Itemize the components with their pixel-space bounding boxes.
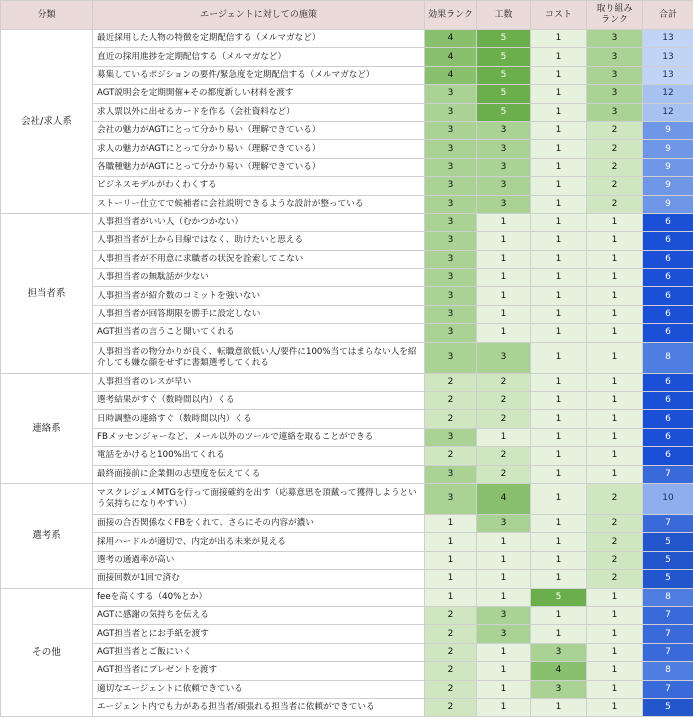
policy-cell: 採用ハードルが適切で、内定が出る未来が見える — [93, 533, 425, 551]
effect-rank-cell: 3 — [425, 85, 477, 103]
cost-cell: 1 — [531, 428, 587, 446]
effort-cell: 1 — [477, 570, 531, 588]
policy-cell: 選考結果がすぐ（数時間以内）くる — [93, 392, 425, 410]
effect-rank-cell: 4 — [425, 66, 477, 84]
initiative-rank-cell: 1 — [587, 373, 643, 391]
effect-rank-cell: 3 — [425, 250, 477, 268]
total-cell: 8 — [643, 342, 693, 373]
cost-cell: 1 — [531, 250, 587, 268]
effect-rank-cell: 1 — [425, 514, 477, 532]
policy-cell: AGT担当者とにお手紙を渡す — [93, 625, 425, 643]
cost-cell: 3 — [531, 643, 587, 661]
policy-cell: AGT説明会を定期開催+その都度新しい材料を渡す — [93, 85, 425, 103]
table-row — [1, 250, 693, 268]
effect-rank-cell: 3 — [425, 483, 477, 514]
effort-cell: 3 — [477, 158, 531, 176]
cost-cell: 5 — [531, 588, 587, 606]
total-cell: 9 — [643, 140, 693, 158]
category-cell: 連絡系 — [1, 373, 93, 483]
effect-rank-cell: 3 — [425, 140, 477, 158]
effect-rank-cell: 3 — [425, 121, 477, 139]
table-row — [1, 287, 693, 305]
table-row — [1, 213, 693, 231]
initiative-rank-cell: 1 — [587, 447, 643, 465]
initiative-rank-cell: 1 — [587, 588, 643, 606]
effort-cell: 2 — [477, 447, 531, 465]
policy-cell: AGT担当者にプレゼントを渡す — [93, 662, 425, 680]
initiative-rank-cell: 1 — [587, 213, 643, 231]
total-cell: 5 — [643, 533, 693, 551]
cost-cell: 1 — [531, 447, 587, 465]
initiative-rank-cell: 2 — [587, 514, 643, 532]
total-cell: 6 — [643, 250, 693, 268]
initiative-rank-cell: 1 — [587, 410, 643, 428]
total-cell: 5 — [643, 698, 693, 716]
table-row — [1, 269, 693, 287]
initiative-rank-cell: 2 — [587, 121, 643, 139]
initiative-rank-cell: 3 — [587, 48, 643, 66]
total-cell: 5 — [643, 570, 693, 588]
policy-cell: 求人の魅力がAGTにとって分かり易い（理解できている） — [93, 140, 425, 158]
cost-cell: 3 — [531, 680, 587, 698]
cost-cell: 1 — [531, 698, 587, 716]
effort-cell: 1 — [477, 232, 531, 250]
initiative-rank-cell: 1 — [587, 232, 643, 250]
policy-cell: 各職種魅力がAGTにとって分かり易い（理解できている） — [93, 158, 425, 176]
policy-cell: エージェント内でも力がある担当者/頑張れる担当者に依頼ができている — [93, 698, 425, 716]
table-row — [1, 698, 693, 716]
cost-cell: 1 — [531, 48, 587, 66]
effect-rank-cell: 3 — [425, 465, 477, 483]
total-cell: 8 — [643, 588, 693, 606]
effect-rank-cell: 2 — [425, 625, 477, 643]
effort-cell: 1 — [477, 428, 531, 446]
table-row — [1, 588, 693, 606]
table-row — [1, 514, 693, 532]
policy-cell: 会社の魅力がAGTにとって分かり易い（理解できている） — [93, 121, 425, 139]
effect-rank-cell: 3 — [425, 269, 477, 287]
effort-cell: 5 — [477, 103, 531, 121]
initiative-rank-cell: 3 — [587, 66, 643, 84]
total-cell: 6 — [643, 269, 693, 287]
total-cell: 7 — [643, 465, 693, 483]
cost-cell: 1 — [531, 213, 587, 231]
policy-cell: 面接の合否関係なくFBをくれて、さらにその内容が濃い — [93, 514, 425, 532]
table-row — [1, 428, 693, 446]
initiative-rank-cell: 3 — [587, 103, 643, 121]
table-row — [1, 373, 693, 391]
table-row — [1, 103, 693, 121]
initiative-rank-cell: 1 — [587, 465, 643, 483]
effort-cell: 2 — [477, 373, 531, 391]
effect-rank-cell: 3 — [425, 305, 477, 323]
cost-cell: 1 — [531, 103, 587, 121]
cost-cell: 1 — [531, 324, 587, 342]
table-row — [1, 606, 693, 624]
table-row — [1, 447, 693, 465]
initiative-rank-cell: 1 — [587, 428, 643, 446]
header-total: 合計 — [643, 1, 693, 30]
effect-rank-cell: 1 — [425, 533, 477, 551]
effort-cell: 5 — [477, 30, 531, 48]
effort-cell: 3 — [477, 195, 531, 213]
table-row — [1, 533, 693, 551]
table-row — [1, 48, 693, 66]
cost-cell: 1 — [531, 305, 587, 323]
total-cell: 8 — [643, 662, 693, 680]
initiative-rank-cell: 1 — [587, 269, 643, 287]
effort-cell: 1 — [477, 643, 531, 661]
cost-cell: 4 — [531, 662, 587, 680]
table-row — [1, 465, 693, 483]
table-row — [1, 625, 693, 643]
header-effort: 工数 — [477, 1, 531, 30]
policy-cell: 人事担当者がいい人（むかつかない） — [93, 213, 425, 231]
header-initiative-rank: 取り組み ランク — [587, 1, 643, 30]
policy-cell: AGT担当者の言うこと聞いてくれる — [93, 324, 425, 342]
total-cell: 6 — [643, 447, 693, 465]
total-cell: 6 — [643, 410, 693, 428]
cost-cell: 1 — [531, 465, 587, 483]
table-row — [1, 570, 693, 588]
total-cell: 13 — [643, 30, 693, 48]
effort-cell: 1 — [477, 213, 531, 231]
table-row — [1, 158, 693, 176]
initiative-rank-cell: 2 — [587, 483, 643, 514]
category-cell: 会社/求人系 — [1, 30, 93, 214]
initiative-rank-cell: 1 — [587, 606, 643, 624]
table-row — [1, 662, 693, 680]
table-row — [1, 30, 693, 48]
policy-cell: 面接回数が1回で済む — [93, 570, 425, 588]
cost-cell: 1 — [531, 410, 587, 428]
initiative-rank-cell: 1 — [587, 680, 643, 698]
effect-rank-cell: 1 — [425, 588, 477, 606]
cost-cell: 1 — [531, 140, 587, 158]
policy-cell: 募集しているポジションの要件/緊急度を定期配信する（メルマガなど） — [93, 66, 425, 84]
effort-cell: 3 — [477, 606, 531, 624]
policy-cell: 選考の通過率が高い — [93, 551, 425, 569]
effect-rank-cell: 2 — [425, 410, 477, 428]
initiative-rank-cell: 1 — [587, 250, 643, 268]
initiative-rank-cell: 2 — [587, 551, 643, 569]
total-cell: 6 — [643, 373, 693, 391]
cost-cell: 1 — [531, 287, 587, 305]
effort-cell: 1 — [477, 662, 531, 680]
total-cell: 9 — [643, 158, 693, 176]
policy-cell: マスクレジュメMTGを行って面接確約を出す（応募意思を頂戴って獲得しようという気持ちになりやすい） — [93, 483, 425, 514]
header-cost: コスト — [531, 1, 587, 30]
cost-cell: 1 — [531, 514, 587, 532]
effort-cell: 1 — [477, 269, 531, 287]
total-cell: 13 — [643, 48, 693, 66]
table-row — [1, 195, 693, 213]
initiative-rank-cell: 1 — [587, 625, 643, 643]
effort-cell: 1 — [477, 680, 531, 698]
initiative-rank-cell: 1 — [587, 287, 643, 305]
cost-cell: 1 — [531, 66, 587, 84]
table-row — [1, 177, 693, 195]
total-cell: 6 — [643, 324, 693, 342]
policy-cell: 日時調整の連絡すぐ（数時間以内）くる — [93, 410, 425, 428]
effect-rank-cell: 2 — [425, 373, 477, 391]
policy-cell: 直近の採用進捗を定期配信する（メルマガなど） — [93, 48, 425, 66]
table-row — [1, 342, 693, 373]
table-row — [1, 140, 693, 158]
table-row — [1, 643, 693, 661]
cost-cell: 1 — [531, 85, 587, 103]
effort-cell: 1 — [477, 324, 531, 342]
cost-cell: 1 — [531, 232, 587, 250]
policy-cell: 人事担当者の無駄話が少ない — [93, 269, 425, 287]
total-cell: 6 — [643, 287, 693, 305]
effect-rank-cell: 3 — [425, 324, 477, 342]
total-cell: 10 — [643, 483, 693, 514]
cost-cell: 1 — [531, 342, 587, 373]
effect-rank-cell: 3 — [425, 428, 477, 446]
effect-rank-cell: 2 — [425, 680, 477, 698]
table-body — [1, 30, 693, 717]
cost-cell: 1 — [531, 177, 587, 195]
effect-rank-cell: 3 — [425, 195, 477, 213]
policy-cell: 人事担当者の物分かりが良く、転職意欲低い人/要件に100%当てはまらない人を紹介しても嫌な顔をせずに書類選考してくれる — [93, 342, 425, 373]
total-cell: 7 — [643, 625, 693, 643]
total-cell: 7 — [643, 606, 693, 624]
policy-cell: 最近採用した人物の特徴を定期配信する（メルマガなど） — [93, 30, 425, 48]
policy-cell: ストーリー仕立てで候補者に会社説明できるような設計が整っている — [93, 195, 425, 213]
effect-rank-cell: 3 — [425, 177, 477, 195]
cost-cell: 1 — [531, 30, 587, 48]
initiative-rank-cell: 1 — [587, 324, 643, 342]
effort-cell: 5 — [477, 66, 531, 84]
table-row — [1, 85, 693, 103]
effort-cell: 5 — [477, 48, 531, 66]
table-row — [1, 680, 693, 698]
effect-rank-cell: 2 — [425, 392, 477, 410]
table-row — [1, 483, 693, 514]
header-row — [1, 1, 693, 30]
policy-cell: 電話をかけると100%出てくれる — [93, 447, 425, 465]
initiative-rank-cell: 1 — [587, 662, 643, 680]
total-cell: 7 — [643, 680, 693, 698]
initiative-rank-cell: 2 — [587, 195, 643, 213]
cost-cell: 1 — [531, 195, 587, 213]
table-row — [1, 66, 693, 84]
effect-rank-cell: 2 — [425, 447, 477, 465]
cost-cell: 1 — [531, 551, 587, 569]
effort-cell: 2 — [477, 392, 531, 410]
cost-cell: 1 — [531, 121, 587, 139]
category-cell: 選考系 — [1, 483, 93, 588]
initiative-rank-cell: 2 — [587, 140, 643, 158]
effort-cell: 3 — [477, 625, 531, 643]
initiative-rank-cell: 2 — [587, 177, 643, 195]
total-cell: 12 — [643, 85, 693, 103]
policy-cell: AGTに感謝の気持ちを伝える — [93, 606, 425, 624]
effort-cell: 3 — [477, 342, 531, 373]
table-row — [1, 324, 693, 342]
effort-cell: 4 — [477, 483, 531, 514]
cost-cell: 1 — [531, 570, 587, 588]
effect-rank-cell: 4 — [425, 48, 477, 66]
effect-rank-cell: 3 — [425, 103, 477, 121]
effect-rank-cell: 1 — [425, 570, 477, 588]
policy-cell: 人事担当者が不用意に求職者の状況を詮索してこない — [93, 250, 425, 268]
cost-cell: 1 — [531, 533, 587, 551]
table-row — [1, 392, 693, 410]
effort-cell: 1 — [477, 305, 531, 323]
effort-cell: 1 — [477, 533, 531, 551]
cost-cell: 1 — [531, 269, 587, 287]
total-cell: 9 — [643, 121, 693, 139]
policy-cell: 適切なエージェントに依頼できている — [93, 680, 425, 698]
category-cell: その他 — [1, 588, 93, 717]
total-cell: 6 — [643, 213, 693, 231]
initiative-rank-cell: 1 — [587, 342, 643, 373]
initiative-rank-cell: 2 — [587, 570, 643, 588]
policy-cell: 求人票以外に出せるカードを作る（会社資料など） — [93, 103, 425, 121]
effect-rank-cell: 2 — [425, 662, 477, 680]
effect-rank-cell: 2 — [425, 698, 477, 716]
initiative-rank-cell: 1 — [587, 698, 643, 716]
effort-cell: 1 — [477, 250, 531, 268]
policy-cell: 最終面接前に企業側の志望度を伝えてくる — [93, 465, 425, 483]
table-row — [1, 121, 693, 139]
effort-cell: 1 — [477, 698, 531, 716]
policy-cell: 人事担当者が回答期限を勝手に設定しない — [93, 305, 425, 323]
effect-rank-cell: 3 — [425, 287, 477, 305]
initiative-rank-cell: 1 — [587, 305, 643, 323]
header-effect-rank: 効果ランク — [425, 1, 477, 30]
table-row — [1, 551, 693, 569]
effort-cell: 3 — [477, 514, 531, 532]
table-row — [1, 232, 693, 250]
total-cell: 9 — [643, 177, 693, 195]
cost-cell: 1 — [531, 483, 587, 514]
effort-cell: 2 — [477, 410, 531, 428]
cost-cell: 1 — [531, 158, 587, 176]
total-cell: 5 — [643, 551, 693, 569]
cost-cell: 1 — [531, 373, 587, 391]
effort-cell: 3 — [477, 140, 531, 158]
initiative-rank-cell: 1 — [587, 643, 643, 661]
policy-cell: ビジネスモデルがわくわくする — [93, 177, 425, 195]
policy-cell: AGT担当者とご飯にいく — [93, 643, 425, 661]
effect-rank-cell: 3 — [425, 342, 477, 373]
total-cell: 7 — [643, 643, 693, 661]
table-row — [1, 305, 693, 323]
cost-cell: 1 — [531, 606, 587, 624]
policy-cell: 人事担当者が紹介数のコミットを強いない — [93, 287, 425, 305]
total-cell: 13 — [643, 66, 693, 84]
effort-cell: 5 — [477, 85, 531, 103]
header-category: 分類 — [1, 1, 93, 30]
cost-cell: 1 — [531, 625, 587, 643]
effort-cell: 1 — [477, 551, 531, 569]
policy-cell: 人事担当者が上から目線ではなく、助けたいと思える — [93, 232, 425, 250]
total-cell: 9 — [643, 195, 693, 213]
effort-cell: 1 — [477, 287, 531, 305]
effect-rank-cell: 3 — [425, 232, 477, 250]
effect-rank-cell: 2 — [425, 606, 477, 624]
cost-cell: 1 — [531, 392, 587, 410]
effect-rank-cell: 2 — [425, 643, 477, 661]
total-cell: 6 — [643, 305, 693, 323]
total-cell: 6 — [643, 428, 693, 446]
effect-rank-cell: 1 — [425, 551, 477, 569]
effect-rank-cell: 3 — [425, 158, 477, 176]
initiative-rank-cell: 2 — [587, 533, 643, 551]
total-cell: 6 — [643, 392, 693, 410]
initiative-rank-cell: 2 — [587, 158, 643, 176]
header-policy: エージェントに対しての施策 — [93, 1, 425, 30]
effort-cell: 3 — [477, 177, 531, 195]
effort-cell: 3 — [477, 121, 531, 139]
effect-rank-cell: 3 — [425, 213, 477, 231]
table-row — [1, 410, 693, 428]
category-cell: 担当者系 — [1, 213, 93, 373]
initiative-rank-cell: 3 — [587, 30, 643, 48]
total-cell: 12 — [643, 103, 693, 121]
policy-cell: feeを高くする（40%とか） — [93, 588, 425, 606]
effort-cell: 2 — [477, 465, 531, 483]
effort-cell: 1 — [477, 588, 531, 606]
total-cell: 7 — [643, 514, 693, 532]
effect-rank-cell: 4 — [425, 30, 477, 48]
total-cell: 6 — [643, 232, 693, 250]
initiative-rank-cell: 3 — [587, 85, 643, 103]
policy-cell: FBメッセンジャーなど、メール以外のツールで連絡を取ることができる — [93, 428, 425, 446]
initiative-rank-cell: 1 — [587, 392, 643, 410]
policy-cell: 人事担当者のレスが早い — [93, 373, 425, 391]
